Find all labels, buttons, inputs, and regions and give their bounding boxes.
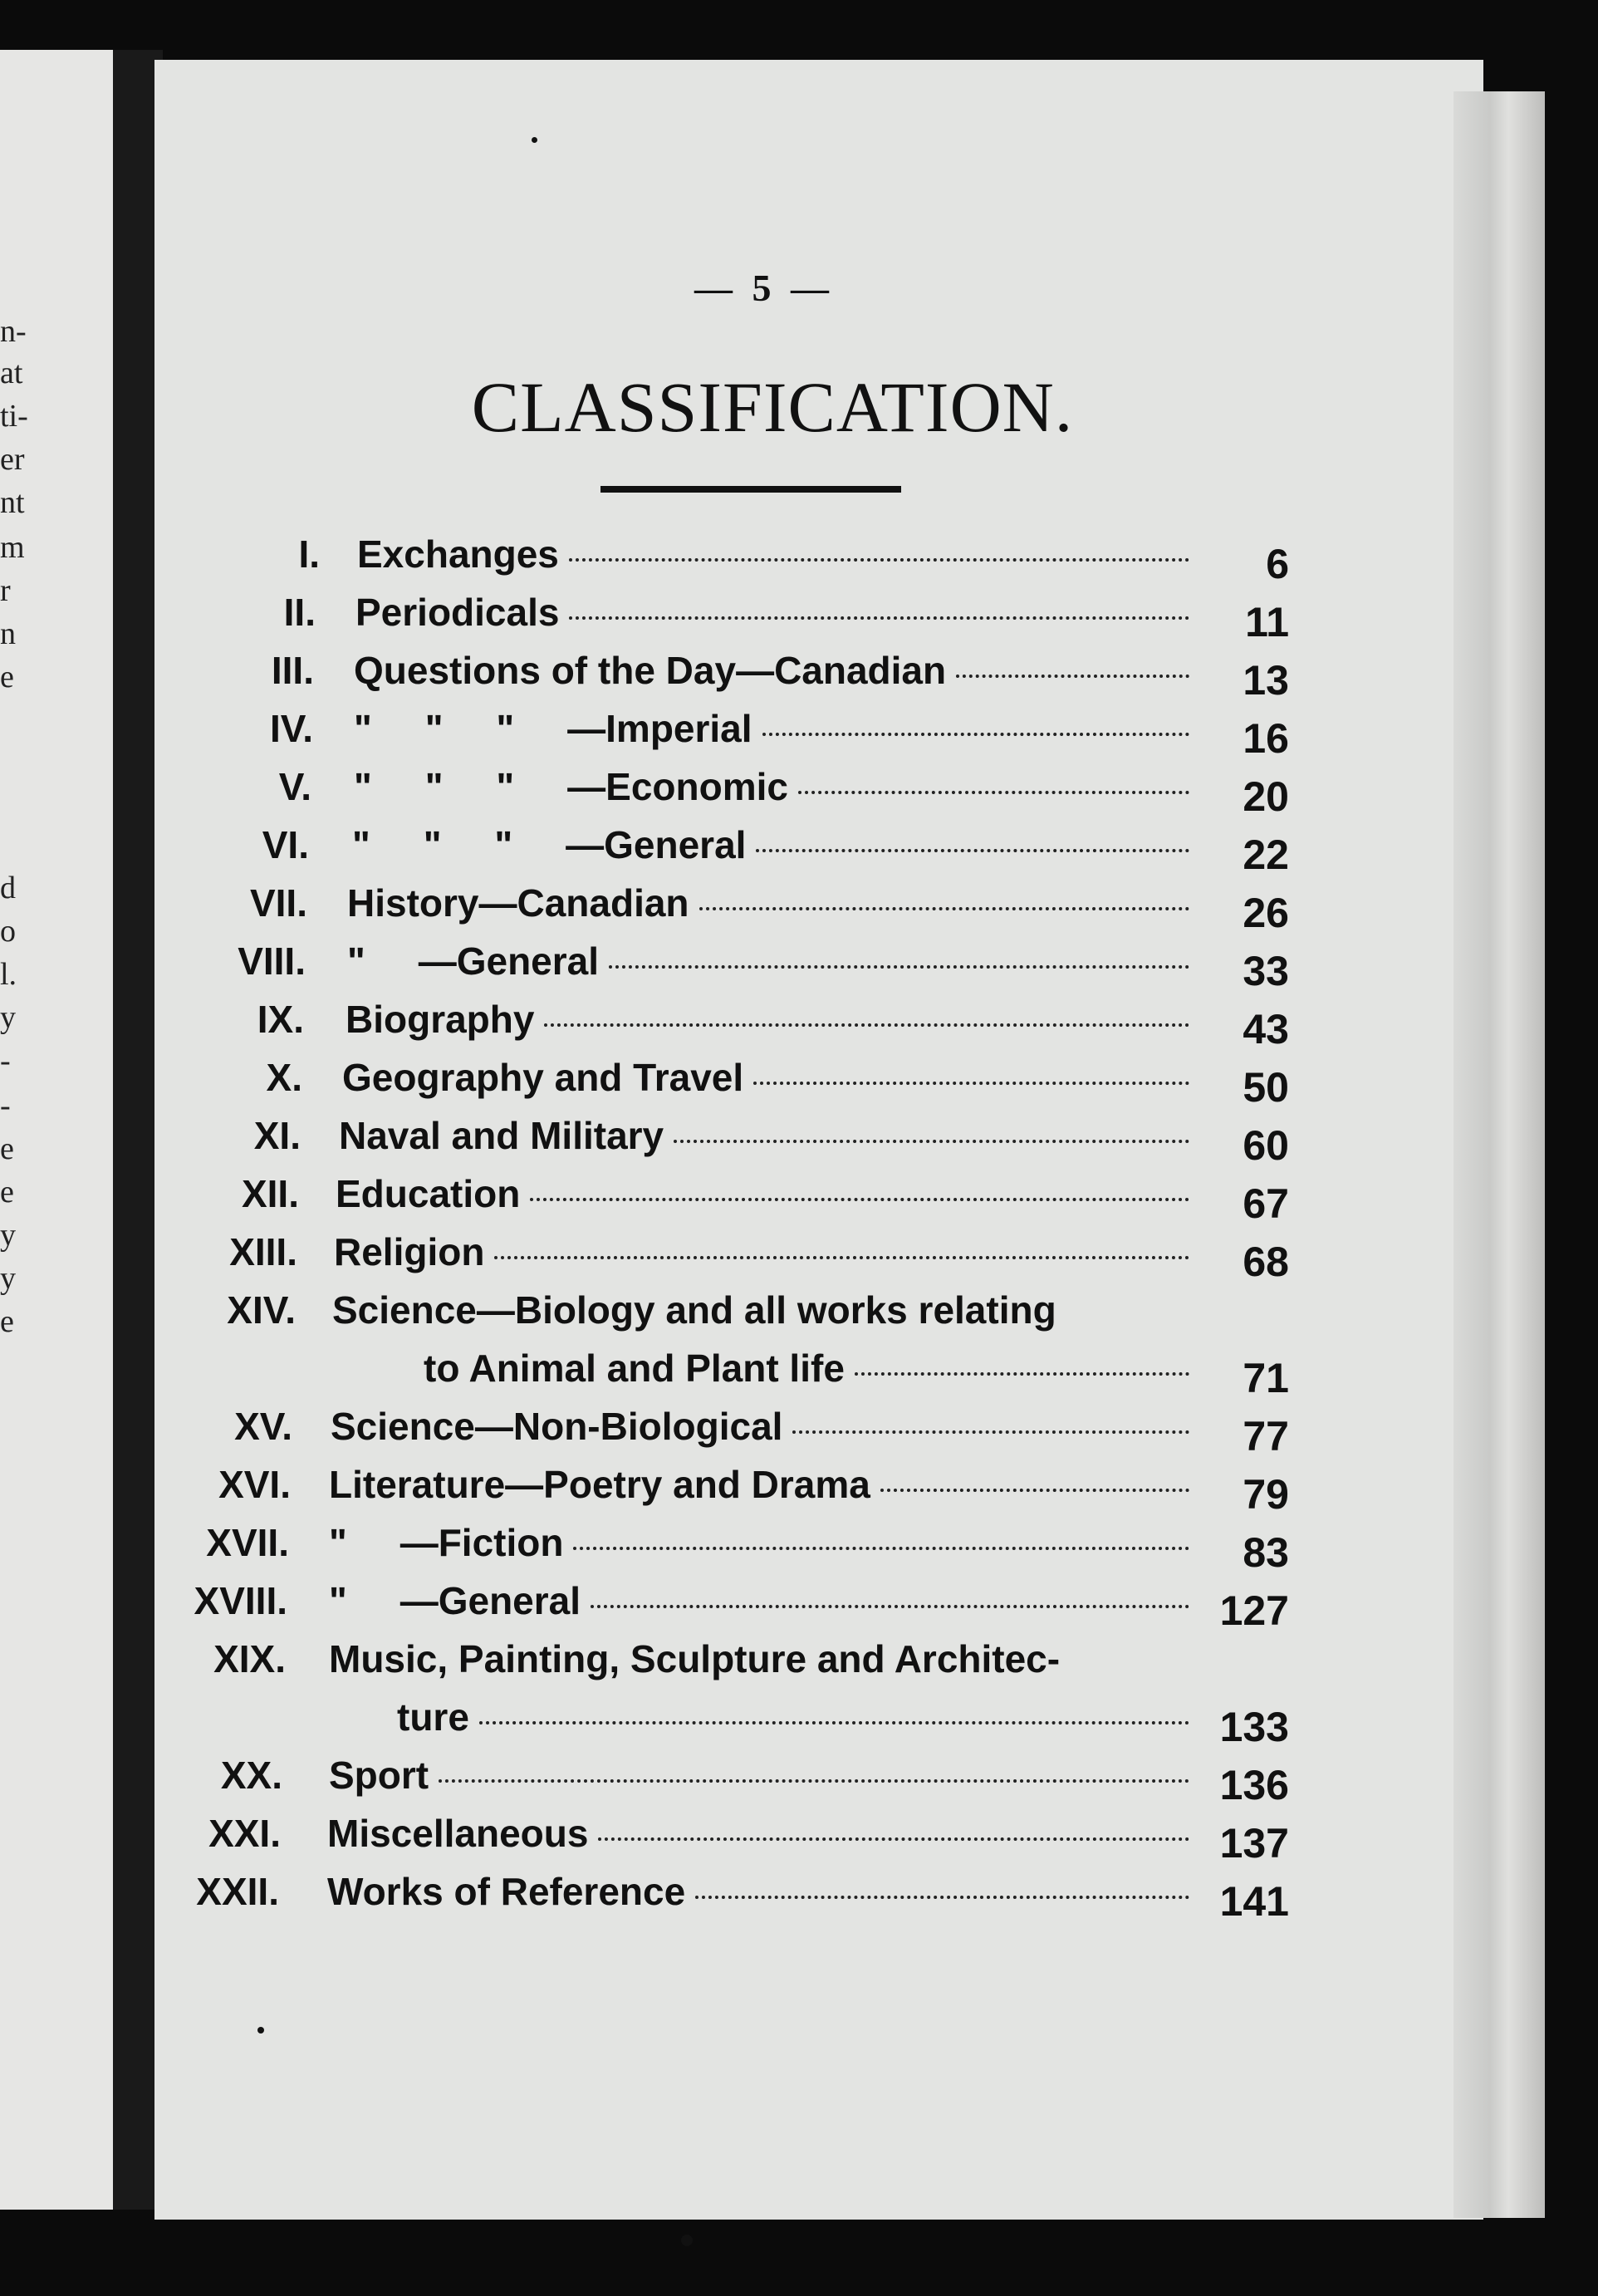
entry-page-number: 16 (1243, 715, 1289, 762)
leader-dots (792, 1422, 1189, 1434)
entry-numeral: XIX. (213, 1637, 286, 1680)
left-page-fragment: e (0, 1304, 14, 1339)
leader-dots (479, 1713, 1189, 1724)
page-speck (257, 2027, 264, 2034)
toc-entry-continuation (0, 1695, 1598, 1750)
left-page-fragment: ti- (0, 399, 28, 434)
entry-label: " —General (347, 939, 600, 983)
page-title: CLASSIFICATION. (471, 367, 1074, 447)
toc-entry (0, 997, 1598, 1052)
entry-label: Education (336, 1172, 521, 1215)
left-page-fragment: o (0, 914, 16, 949)
entry-label-continuation: ture (397, 1695, 469, 1739)
leader-dots (880, 1480, 1189, 1492)
entry-numeral: XIV. (227, 1288, 296, 1332)
entry-numeral: VIII. (238, 939, 306, 983)
toc-entry-continuation (0, 1346, 1598, 1401)
left-page-fragment: y (0, 1261, 16, 1296)
left-page-fragment: at (0, 356, 23, 390)
entry-numeral: VII. (249, 881, 307, 925)
toc-entry (0, 1055, 1598, 1111)
entry-numeral: II. (283, 591, 316, 634)
left-page-fragment: e (0, 1131, 14, 1166)
toc-entry (0, 1520, 1598, 1576)
entry-page-number: 136 (1219, 1762, 1289, 1808)
left-page-fragment: - (0, 1088, 11, 1123)
entry-numeral: XXI. (208, 1812, 281, 1855)
leader-dots (598, 1829, 1189, 1841)
page-speck (532, 137, 537, 143)
entry-page-number: 83 (1243, 1529, 1289, 1576)
toc-entry (0, 881, 1598, 936)
leader-dots (756, 841, 1189, 852)
leader-dots (798, 783, 1189, 794)
entry-page-number: 43 (1243, 1006, 1289, 1052)
entry-numeral: XIII. (229, 1230, 297, 1273)
toc-entry (0, 1869, 1598, 1925)
entry-page-number: 77 (1243, 1413, 1289, 1460)
entry-page-number: 137 (1219, 1820, 1289, 1867)
entry-numeral: XVI. (218, 1463, 291, 1506)
entry-label: Literature—Poetry and Drama (329, 1463, 870, 1506)
page-speck (681, 2235, 693, 2246)
entry-page-number: 79 (1243, 1471, 1289, 1518)
toc-entry (0, 1229, 1598, 1285)
left-page-fragment: nt (0, 485, 25, 520)
entry-label: Periodicals (355, 591, 560, 634)
toc-entry (0, 1171, 1598, 1227)
entry-label: " —General (329, 1579, 581, 1622)
entry-label: Exchanges (357, 532, 559, 576)
toc-entry (0, 648, 1598, 704)
left-page-fragment: n- (0, 314, 27, 349)
toc-entry (0, 1113, 1598, 1169)
leader-dots (674, 1131, 1189, 1143)
toc-entry (0, 939, 1598, 994)
entry-numeral: IV. (269, 707, 313, 750)
leader-dots (544, 1015, 1189, 1027)
left-page-fragment: l. (0, 957, 17, 992)
left-page-fragment: e (0, 660, 14, 694)
entry-numeral: X. (266, 1056, 302, 1099)
leader-dots (855, 1364, 1189, 1376)
left-page-fragment: - (0, 1043, 11, 1078)
entry-numeral: XX. (220, 1754, 282, 1797)
entry-page-number: 50 (1243, 1064, 1289, 1111)
leader-dots (762, 724, 1189, 736)
toc-entry (0, 1753, 1598, 1808)
leader-dots (591, 1597, 1189, 1608)
entry-page-number: 26 (1243, 890, 1289, 936)
toc-entry (0, 1288, 1598, 1337)
page-number: — 5 — (694, 267, 834, 309)
toc-entry (0, 532, 1598, 587)
entry-page-number: 22 (1243, 832, 1289, 878)
left-page-fragment: e (0, 1175, 14, 1209)
entry-label: Biography (346, 998, 535, 1041)
entry-label: " —Fiction (329, 1521, 564, 1564)
leader-dots (609, 957, 1189, 969)
leader-dots (494, 1248, 1189, 1259)
entry-label: Science—Non-Biological (331, 1405, 783, 1448)
entry-page-number: 71 (1243, 1355, 1289, 1401)
left-page-fragment: er (0, 442, 25, 477)
left-page-fragment: r (0, 573, 11, 608)
leader-dots (569, 608, 1189, 620)
entry-page-number: 33 (1243, 948, 1289, 994)
entry-numeral: XVII. (206, 1521, 289, 1564)
entry-label: Works of Reference (327, 1870, 686, 1913)
entry-label: History—Canadian (347, 881, 689, 925)
entry-label: " " " —Imperial (354, 707, 752, 750)
entry-label: Naval and Military (339, 1114, 664, 1157)
entry-page-number: 6 (1266, 541, 1289, 587)
entry-numeral: VI. (262, 823, 309, 866)
entry-label: " " " —Economic (354, 765, 788, 808)
leader-dots (439, 1771, 1189, 1783)
entry-label: Sport (329, 1754, 429, 1797)
entry-page-number: 141 (1219, 1878, 1289, 1925)
entry-numeral: III. (271, 649, 314, 692)
leader-dots (569, 550, 1189, 562)
left-page-fragment: y (0, 1000, 16, 1035)
toc-entry (0, 1636, 1598, 1686)
entry-numeral: I. (298, 532, 320, 576)
left-page-fragment: n (0, 616, 16, 651)
toc-entry (0, 1578, 1598, 1634)
entry-numeral: XII. (241, 1172, 299, 1215)
entry-numeral: V. (278, 765, 311, 808)
entry-label-continuation: to Animal and Plant life (424, 1347, 845, 1390)
entry-page-number: 127 (1219, 1587, 1289, 1634)
left-page-fragment: d (0, 871, 16, 905)
entry-label: Geography and Travel (342, 1056, 744, 1099)
toc-entry (0, 706, 1598, 762)
entry-page-number: 60 (1243, 1122, 1289, 1169)
leader-dots (956, 666, 1189, 678)
entry-label: " " " —General (352, 823, 747, 866)
entry-page-number: 67 (1243, 1180, 1289, 1227)
entry-page-number: 20 (1243, 773, 1289, 820)
leader-dots (695, 1887, 1189, 1899)
toc-entry (0, 1811, 1598, 1867)
entry-page-number: 11 (1245, 599, 1289, 645)
entry-page-number: 13 (1243, 657, 1289, 704)
entry-numeral: XVIII. (194, 1579, 287, 1622)
entry-label: Questions of the Day—Canadian (354, 649, 947, 692)
toc-entry (0, 1404, 1598, 1460)
toc-entry (0, 822, 1598, 878)
toc-entry (0, 764, 1598, 820)
left-page-fragment: y (0, 1218, 16, 1253)
entry-page-number: 68 (1243, 1239, 1289, 1285)
entry-label: Miscellaneous (327, 1812, 589, 1855)
entry-page-number: 133 (1219, 1704, 1289, 1750)
entry-label: Music, Painting, Sculpture and Architec- (329, 1637, 1061, 1680)
left-page-fragment: m (0, 530, 25, 565)
entry-numeral: XV. (234, 1405, 292, 1448)
entry-numeral: XXII. (196, 1870, 279, 1913)
leader-dots (753, 1073, 1189, 1085)
leader-dots (573, 1538, 1189, 1550)
leader-dots (699, 899, 1189, 910)
leader-dots (530, 1190, 1189, 1201)
entry-label: Science—Biology and all works relating (332, 1288, 1056, 1332)
entry-numeral: IX. (257, 998, 304, 1041)
toc-entry (0, 1462, 1598, 1518)
toc-entry (0, 590, 1598, 645)
entry-label: Religion (334, 1230, 485, 1273)
entry-numeral: XI. (253, 1114, 301, 1157)
